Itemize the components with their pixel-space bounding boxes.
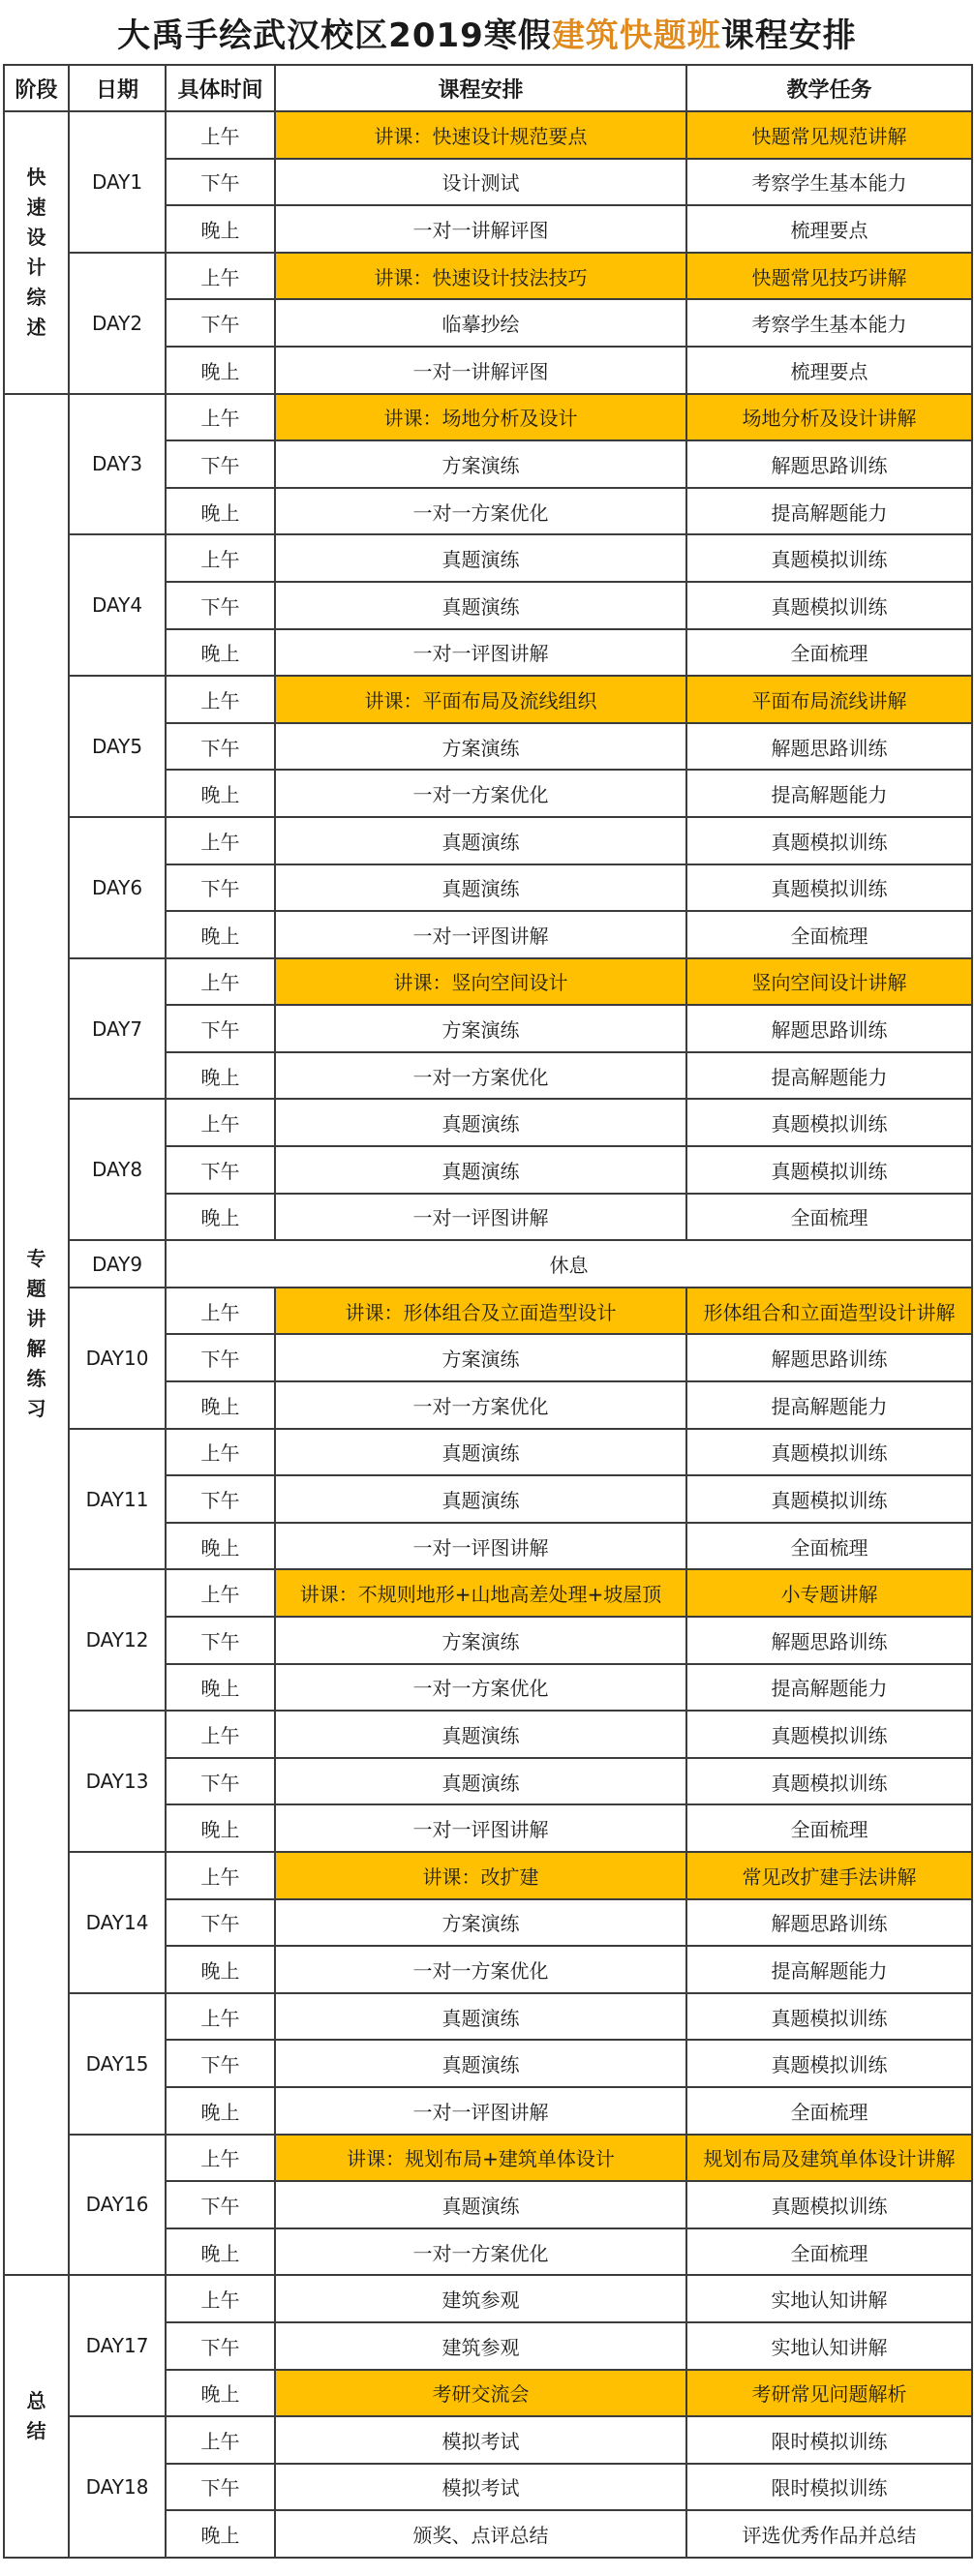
stage-label: 快速设计综述 — [26, 165, 46, 339]
day-cell: DAY15 — [69, 1993, 166, 2135]
task-cell: 规划布局及建筑单体设计讲解 — [686, 2135, 972, 2182]
title-highlight: 建筑快题班 — [551, 15, 721, 55]
task-cell: 真题模拟训练 — [686, 582, 972, 629]
course-cell: 讲课：改扩建 — [275, 1852, 686, 1899]
task-cell: 解题思路训练 — [686, 440, 972, 488]
time-cell: 下午 — [166, 2181, 275, 2228]
course-cell: 方案演练 — [275, 723, 686, 771]
task-cell: 梳理要点 — [686, 347, 972, 394]
schedule-body — [4, 111, 972, 2558]
course-cell: 一对一评图讲解 — [275, 1804, 686, 1852]
course-cell: 真题演练 — [275, 2040, 686, 2087]
course-cell: 建筑参观 — [275, 2322, 686, 2370]
course-cell: 讲课：竖向空间设计 — [275, 958, 686, 1006]
day-cell: DAY13 — [69, 1711, 166, 1852]
task-cell: 场地分析及设计讲解 — [686, 394, 972, 441]
day-cell: DAY12 — [69, 1569, 166, 1711]
table-row — [4, 1852, 972, 1899]
day-cell: DAY18 — [69, 2416, 166, 2558]
task-cell: 常见改扩建手法讲解 — [686, 1852, 972, 1899]
course-cell: 讲课：规划布局+建筑单体设计 — [275, 2135, 686, 2182]
time-cell: 上午 — [166, 534, 275, 582]
stage-cell — [4, 394, 69, 2276]
time-cell: 上午 — [166, 958, 275, 1006]
task-cell: 提高解题能力 — [686, 1946, 972, 1993]
task-cell: 形体组合和立面造型设计讲解 — [686, 1288, 972, 1335]
time-cell: 上午 — [166, 1852, 275, 1899]
course-cell: 颁奖、点评总结 — [275, 2510, 686, 2558]
title-suffix: 课程安排 — [720, 15, 857, 55]
title-prefix: 大禹手绘武汉校区2019寒假 — [117, 15, 552, 55]
course-cell: 设计测试 — [275, 159, 686, 206]
course-cell: 真题演练 — [275, 1099, 686, 1146]
header-time: 具体时间 — [166, 65, 275, 111]
day-cell: DAY16 — [69, 2135, 166, 2276]
course-cell: 方案演练 — [275, 1899, 686, 1947]
course-cell: 模拟考试 — [275, 2416, 686, 2464]
time-cell: 下午 — [166, 582, 275, 629]
time-cell: 上午 — [166, 253, 275, 300]
table-row — [4, 676, 972, 723]
course-cell: 真题演练 — [275, 1711, 686, 1758]
task-cell: 真题模拟训练 — [686, 1146, 972, 1194]
course-cell: 建筑参观 — [275, 2275, 686, 2322]
time-cell: 下午 — [166, 299, 275, 347]
task-cell: 提高解题能力 — [686, 1052, 972, 1100]
task-cell: 限时模拟训练 — [686, 2416, 972, 2464]
course-cell: 方案演练 — [275, 1005, 686, 1052]
task-cell: 真题模拟训练 — [686, 817, 972, 864]
task-cell: 快题常见技巧讲解 — [686, 253, 972, 300]
table-row — [4, 394, 972, 441]
time-cell: 下午 — [166, 1334, 275, 1381]
task-cell: 解题思路训练 — [686, 1899, 972, 1947]
course-cell: 方案演练 — [275, 1617, 686, 1664]
stage-label: 专题讲解练习 — [26, 1247, 46, 1421]
day-cell: DAY4 — [69, 534, 166, 676]
course-cell: 真题演练 — [275, 1429, 686, 1476]
course-cell: 一对一评图讲解 — [275, 1194, 686, 1241]
course-cell: 一对一讲解评图 — [275, 205, 686, 253]
task-cell: 解题思路训练 — [686, 1334, 972, 1381]
table-row — [4, 253, 972, 300]
course-cell: 真题演练 — [275, 817, 686, 864]
course-cell: 一对一评图讲解 — [275, 2087, 686, 2135]
course-cell: 一对一方案优化 — [275, 2228, 686, 2276]
day-cell: DAY6 — [69, 817, 166, 958]
course-cell: 一对一方案优化 — [275, 1946, 686, 1993]
time-cell: 下午 — [166, 1899, 275, 1947]
task-cell: 考研常见问题解析 — [686, 2370, 972, 2417]
time-cell: 晚上 — [166, 488, 275, 535]
time-cell: 下午 — [166, 1475, 275, 1523]
task-cell: 平面布局流线讲解 — [686, 676, 972, 723]
course-cell: 讲课：形体组合及立面造型设计 — [275, 1288, 686, 1335]
time-cell: 晚上 — [166, 629, 275, 677]
stage-cell — [4, 2275, 69, 2558]
time-cell: 下午 — [166, 159, 275, 206]
header-row — [4, 65, 972, 111]
day-cell: DAY5 — [69, 676, 166, 817]
table-row — [4, 1711, 972, 1758]
course-cell: 讲课：快速设计规范要点 — [275, 111, 686, 159]
course-cell: 讲课：不规则地形+山地高差处理+坡屋顶 — [275, 1569, 686, 1617]
time-cell: 晚上 — [166, 2510, 275, 2558]
course-cell: 方案演练 — [275, 440, 686, 488]
stage-cell — [4, 111, 69, 394]
table-row — [4, 1993, 972, 2041]
task-cell: 全面梳理 — [686, 1523, 972, 1570]
course-cell: 真题演练 — [275, 1146, 686, 1194]
task-cell: 真题模拟训练 — [686, 1993, 972, 2041]
course-cell: 一对一评图讲解 — [275, 629, 686, 677]
course-cell: 一对一讲解评图 — [275, 347, 686, 394]
header-task: 教学任务 — [686, 65, 972, 111]
day-cell: DAY17 — [69, 2275, 166, 2416]
day-cell: DAY3 — [69, 394, 166, 535]
schedule-table — [3, 64, 973, 2559]
course-cell: 考研交流会 — [275, 2370, 686, 2417]
table-row — [4, 2416, 972, 2464]
task-cell: 梳理要点 — [686, 205, 972, 253]
time-cell: 上午 — [166, 1711, 275, 1758]
time-cell: 上午 — [166, 1569, 275, 1617]
course-cell: 真题演练 — [275, 534, 686, 582]
course-cell: 真题演练 — [275, 1758, 686, 1805]
task-cell: 解题思路训练 — [686, 1005, 972, 1052]
time-cell: 下午 — [166, 723, 275, 771]
day-cell: DAY9 — [69, 1240, 166, 1288]
time-cell: 晚上 — [166, 1804, 275, 1852]
course-cell: 真题演练 — [275, 1993, 686, 2041]
course-cell: 讲课：场地分析及设计 — [275, 394, 686, 441]
course-cell: 临摹抄绘 — [275, 299, 686, 347]
day-cell: DAY8 — [69, 1099, 166, 1240]
table-row — [4, 1099, 972, 1146]
task-cell: 全面梳理 — [686, 2087, 972, 2135]
header-course: 课程安排 — [275, 65, 686, 111]
task-cell: 全面梳理 — [686, 1194, 972, 1241]
time-cell: 晚上 — [166, 1523, 275, 1570]
task-cell: 真题模拟训练 — [686, 1758, 972, 1805]
course-cell: 真题演练 — [275, 2181, 686, 2228]
time-cell: 晚上 — [166, 1052, 275, 1100]
time-cell: 上午 — [166, 817, 275, 864]
time-cell: 上午 — [166, 1429, 275, 1476]
time-cell: 上午 — [166, 1099, 275, 1146]
time-cell: 晚上 — [166, 2087, 275, 2135]
task-cell: 真题模拟训练 — [686, 1429, 972, 1476]
table-row — [4, 2135, 972, 2182]
course-cell: 真题演练 — [275, 864, 686, 912]
day-cell: DAY2 — [69, 253, 166, 394]
task-cell: 提高解题能力 — [686, 1381, 972, 1429]
day-cell: DAY14 — [69, 1852, 166, 1993]
task-cell: 解题思路训练 — [686, 723, 972, 771]
table-row — [4, 2275, 972, 2322]
course-cell: 一对一评图讲解 — [275, 911, 686, 958]
task-cell: 真题模拟训练 — [686, 534, 972, 582]
task-cell: 真题模拟训练 — [686, 1475, 972, 1523]
page-title — [0, 0, 974, 64]
course-cell: 真题演练 — [275, 1475, 686, 1523]
time-cell: 晚上 — [166, 1946, 275, 1993]
time-cell: 下午 — [166, 1005, 275, 1052]
course-cell: 真题演练 — [275, 582, 686, 629]
table-row — [4, 1569, 972, 1617]
task-cell: 提高解题能力 — [686, 770, 972, 817]
table-row — [4, 817, 972, 864]
time-cell: 下午 — [166, 864, 275, 912]
task-cell: 小专题讲解 — [686, 1569, 972, 1617]
day-cell: DAY11 — [69, 1429, 166, 1570]
stage-label: 总结 — [26, 2389, 46, 2443]
task-cell: 真题模拟训练 — [686, 2181, 972, 2228]
task-cell: 全面梳理 — [686, 629, 972, 677]
time-cell: 下午 — [166, 2322, 275, 2370]
time-cell: 下午 — [166, 2040, 275, 2087]
time-cell: 上午 — [166, 2416, 275, 2464]
task-cell: 提高解题能力 — [686, 488, 972, 535]
table-row — [4, 1288, 972, 1335]
time-cell: 上午 — [166, 676, 275, 723]
task-cell: 竖向空间设计讲解 — [686, 958, 972, 1006]
task-cell: 真题模拟训练 — [686, 1711, 972, 1758]
time-cell: 晚上 — [166, 1381, 275, 1429]
task-cell: 真题模拟训练 — [686, 1099, 972, 1146]
table-row — [4, 958, 972, 1006]
time-cell: 晚上 — [166, 2228, 275, 2276]
time-cell: 下午 — [166, 440, 275, 488]
task-cell: 全面梳理 — [686, 911, 972, 958]
course-cell: 一对一方案优化 — [275, 1381, 686, 1429]
task-cell: 实地认知讲解 — [686, 2275, 972, 2322]
time-cell: 晚上 — [166, 1194, 275, 1241]
rest-cell: 休息 — [166, 1240, 972, 1288]
time-cell: 晚上 — [166, 205, 275, 253]
task-cell: 解题思路训练 — [686, 1617, 972, 1664]
course-cell: 模拟考试 — [275, 2464, 686, 2511]
header-date: 日期 — [69, 65, 166, 111]
task-cell: 全面梳理 — [686, 2228, 972, 2276]
time-cell: 上午 — [166, 2135, 275, 2182]
task-cell: 真题模拟训练 — [686, 2040, 972, 2087]
table-row — [4, 1429, 972, 1476]
course-cell: 一对一评图讲解 — [275, 1523, 686, 1570]
time-cell: 上午 — [166, 111, 275, 159]
time-cell: 下午 — [166, 1617, 275, 1664]
course-cell: 讲课：平面布局及流线组织 — [275, 676, 686, 723]
time-cell: 晚上 — [166, 911, 275, 958]
header-stage: 阶段 — [4, 65, 69, 111]
task-cell: 全面梳理 — [686, 1804, 972, 1852]
course-cell: 一对一方案优化 — [275, 770, 686, 817]
time-cell: 晚上 — [166, 770, 275, 817]
course-cell: 讲课：快速设计技法技巧 — [275, 253, 686, 300]
table-row — [4, 534, 972, 582]
day-cell: DAY1 — [69, 111, 166, 253]
course-cell: 方案演练 — [275, 1334, 686, 1381]
course-cell: 一对一方案优化 — [275, 1052, 686, 1100]
task-cell: 评选优秀作品并总结 — [686, 2510, 972, 2558]
day-cell: DAY7 — [69, 958, 166, 1100]
time-cell: 下午 — [166, 1758, 275, 1805]
table-row — [4, 1240, 972, 1288]
task-cell: 快题常见规范讲解 — [686, 111, 972, 159]
time-cell: 上午 — [166, 394, 275, 441]
task-cell: 考察学生基本能力 — [686, 299, 972, 347]
time-cell: 上午 — [166, 2275, 275, 2322]
task-cell: 提高解题能力 — [686, 1664, 972, 1712]
course-cell: 一对一方案优化 — [275, 1664, 686, 1712]
time-cell: 晚上 — [166, 2370, 275, 2417]
task-cell: 实地认知讲解 — [686, 2322, 972, 2370]
time-cell: 上午 — [166, 1993, 275, 2041]
task-cell: 限时模拟训练 — [686, 2464, 972, 2511]
time-cell: 下午 — [166, 1146, 275, 1194]
day-cell: DAY10 — [69, 1288, 166, 1429]
time-cell: 上午 — [166, 1288, 275, 1335]
task-cell: 考察学生基本能力 — [686, 159, 972, 206]
table-row — [4, 111, 972, 159]
task-cell: 真题模拟训练 — [686, 864, 972, 912]
time-cell: 晚上 — [166, 1664, 275, 1712]
time-cell: 下午 — [166, 2464, 275, 2511]
time-cell: 晚上 — [166, 347, 275, 394]
course-cell: 一对一方案优化 — [275, 488, 686, 535]
